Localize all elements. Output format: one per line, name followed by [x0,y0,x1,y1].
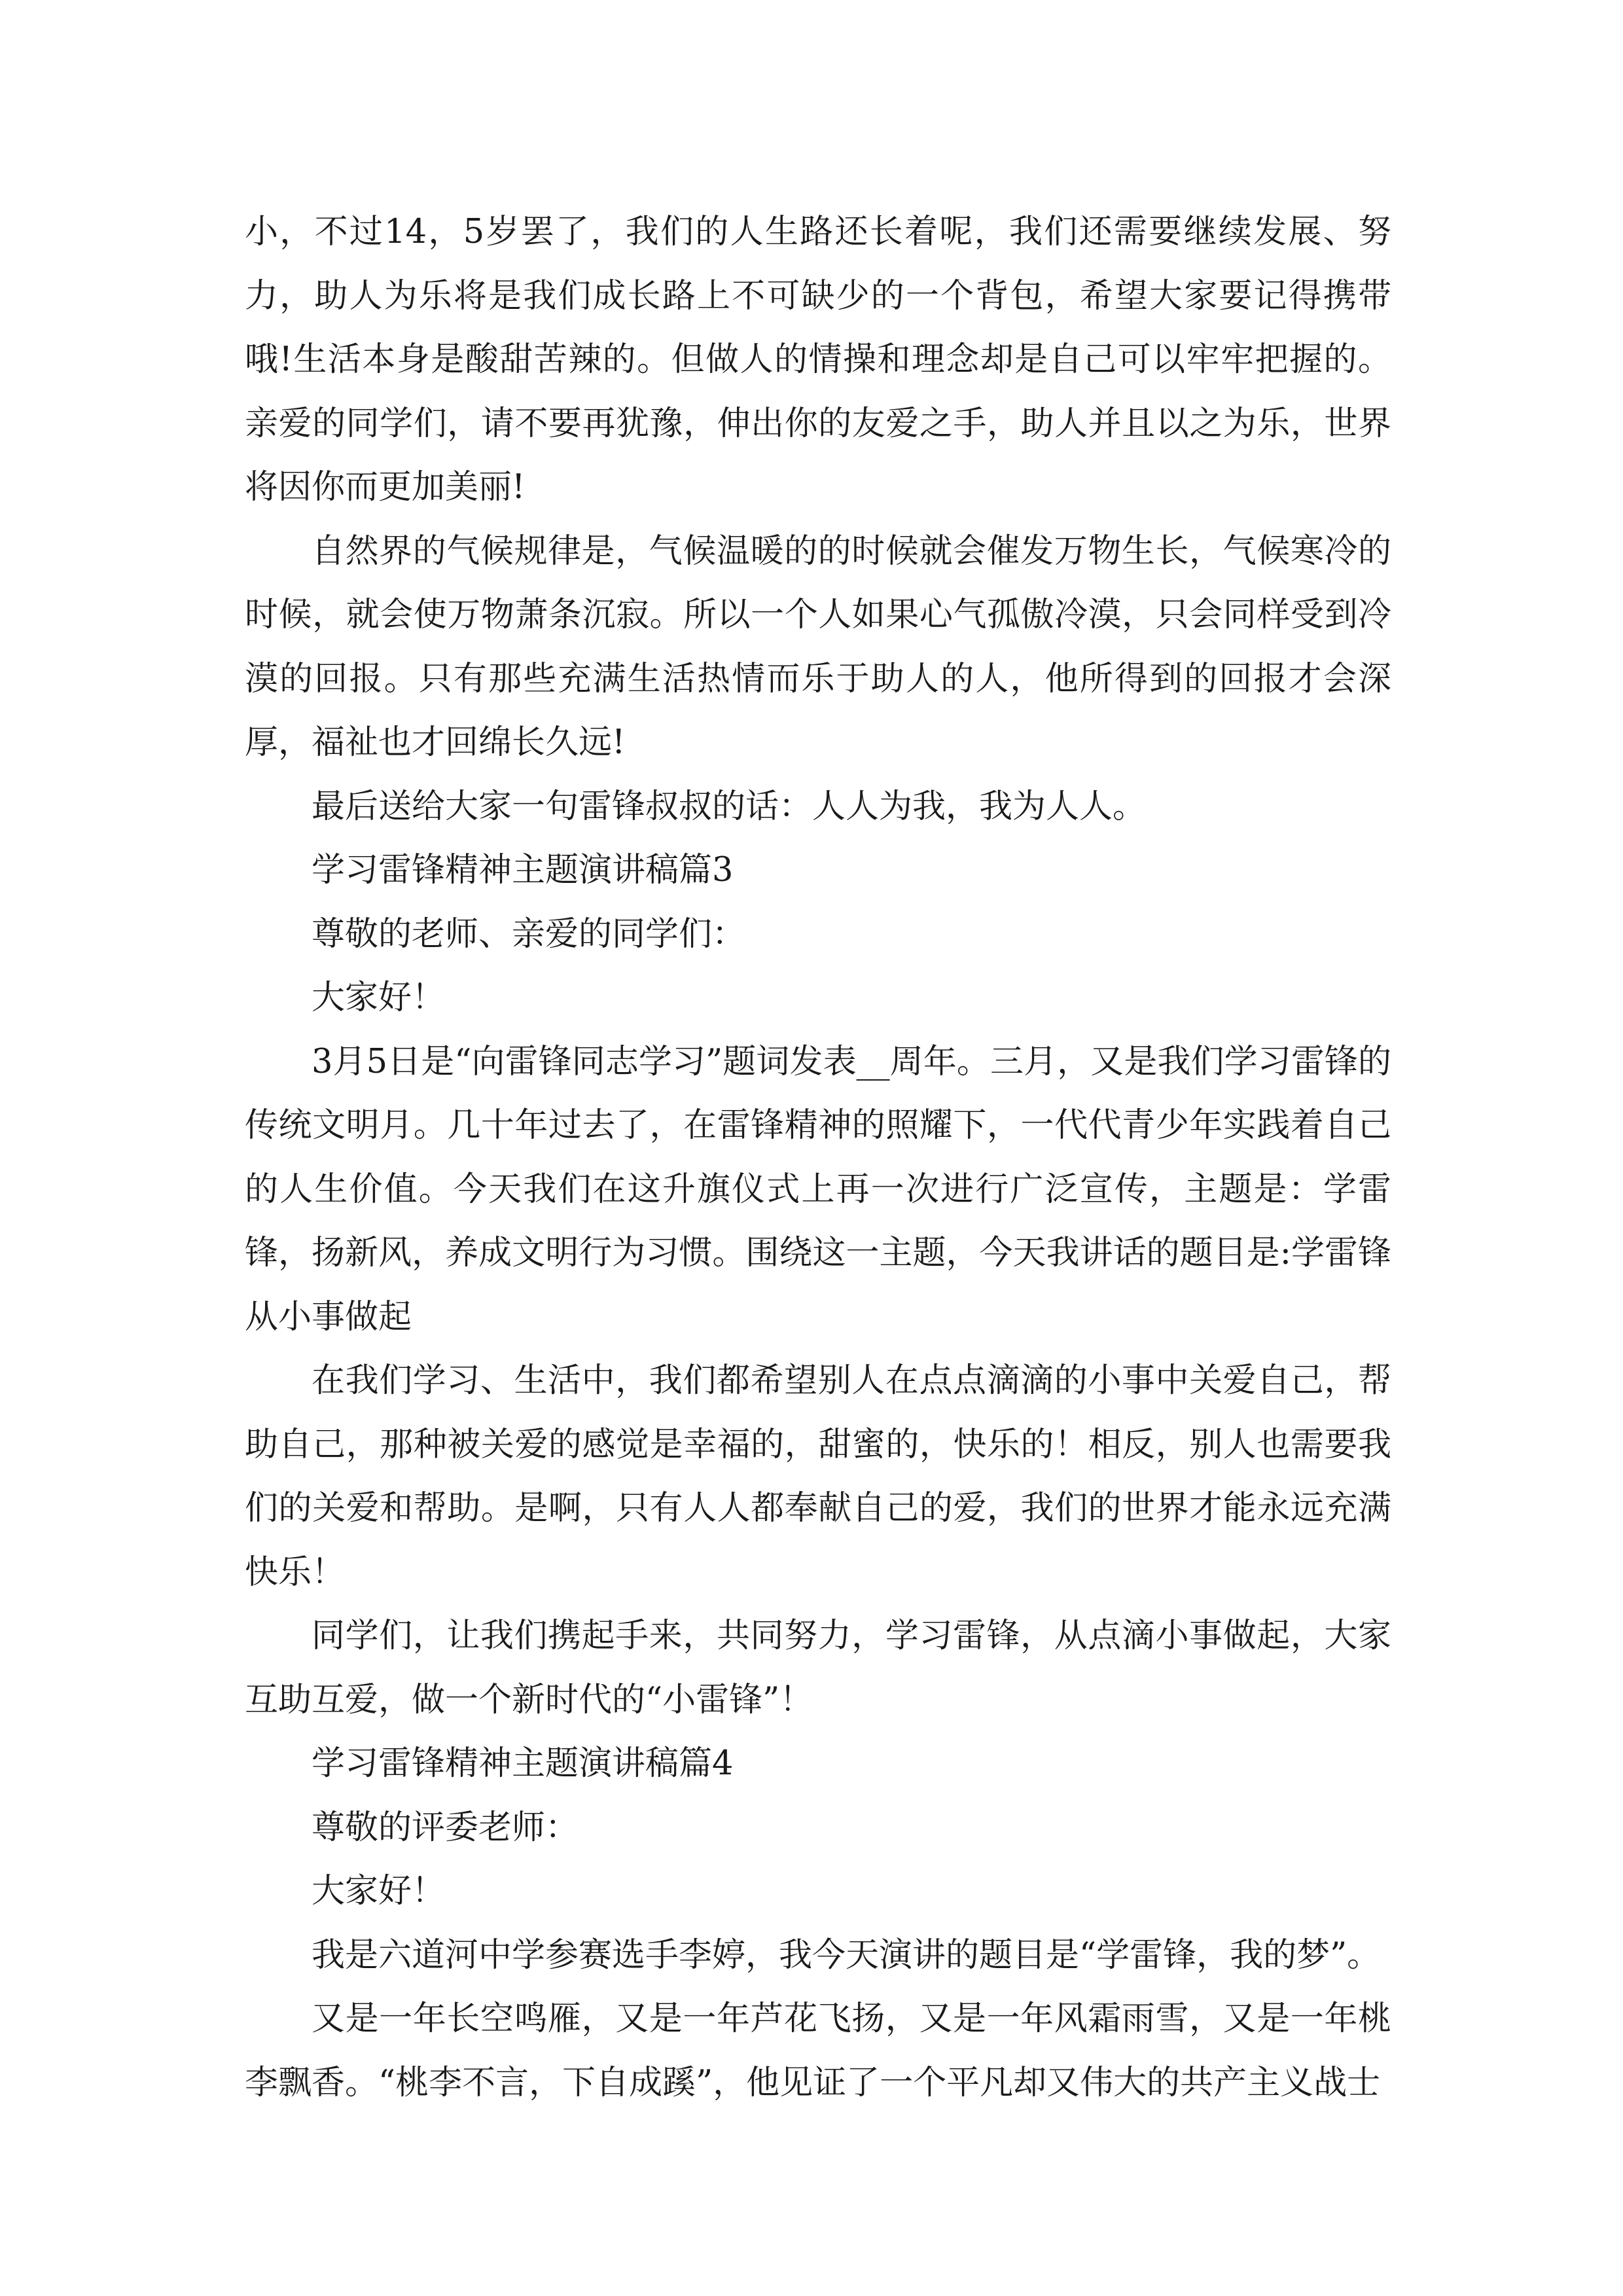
paragraph: 最后送给大家一句雷锋叔叔的话：人人为我，我为人人。 [312,787,1147,826]
paragraph: 同学们，让我们携起手来，共同努力，学习雷锋，从点滴小事做起，大家互助互爱，做一个新时代的“小雷锋”！ [245,1617,1391,1719]
paragraph: 在我们学习、生活中，我们都希望别人在点点滴滴的小事中关爱自己，帮助自己，那种被关爱的感觉是幸福的，甜蜜的，快乐的！相反，别人也需要我们的关爱和帮助。是啊，只有人人都奉献自己的爱，我们的世界才能永远充满快乐！ [245,1361,1391,1592]
section-heading: 学习雷锋精神主题演讲稿篇4 [312,1744,734,1783]
paragraph: 自然界的气候规律是，气候温暖的的时候就会催发万物生长，气候寒冷的时候，就会使万物萧条沉寂。所以一个人如果心气孤傲冷漠，只会同样受到冷漠的回报。只有那些充满生活热情而乐于助人的人，他所得到的回报才会深厚，福祉也才回绵长久远! [245,531,1391,762]
document-body [245,200,1391,2115]
paragraph: 3月5日是“向雷锋同志学习”题词发表__周年。三月，又是我们学习雷锋的传统文明月。几十年过去了，在雷锋精神的照耀下，一代代青少年实践着自己的人生价值。今天我们在这升旗仪式上再一次进行广泛宣传，主题是：学雷锋，扬新风，养成文明行为习惯。围绕这一主题，今天我讲话的题目是:学雷锋从小事做起 [245,1042,1391,1336]
salutation: 尊敬的评委老师： [312,1808,579,1847]
paragraph: 我是六道河中学参赛选手李婷，我今天演讲的题目是“学雷锋，我的梦”。 [312,1935,1381,1975]
paragraph: 又是一年长空鸣雁，又是一年芦花飞扬，又是一年风霜雨雪，又是一年桃李飘香。“桃李不言，下自成蹊”，他见证了一个平凡却又伟大的共产主义战士 [245,2000,1391,2102]
greeting: 大家好！ [312,1872,446,1910]
section-heading: 学习雷锋精神主题演讲稿篇3 [312,851,734,889]
greeting: 大家好！ [312,978,446,1017]
salutation: 尊敬的老师、亲爱的同学们： [312,914,746,954]
paragraph-continued: 小，不过14，5岁罢了，我们的人生路还长着呢，我们还需要继续发展、努力，助人为乐将是我们成长路上不可缺少的一个背包，希望大家要记得携带哦!生活本身是酸甜苦辣的。但做人的情操和理念却是自己可以牢牢把握的。亲爱的同学们，请不要再犹豫，伸出你的友爱之手，助人并且以之为乐，世界将因你而更加美丽! [245,213,1391,507]
